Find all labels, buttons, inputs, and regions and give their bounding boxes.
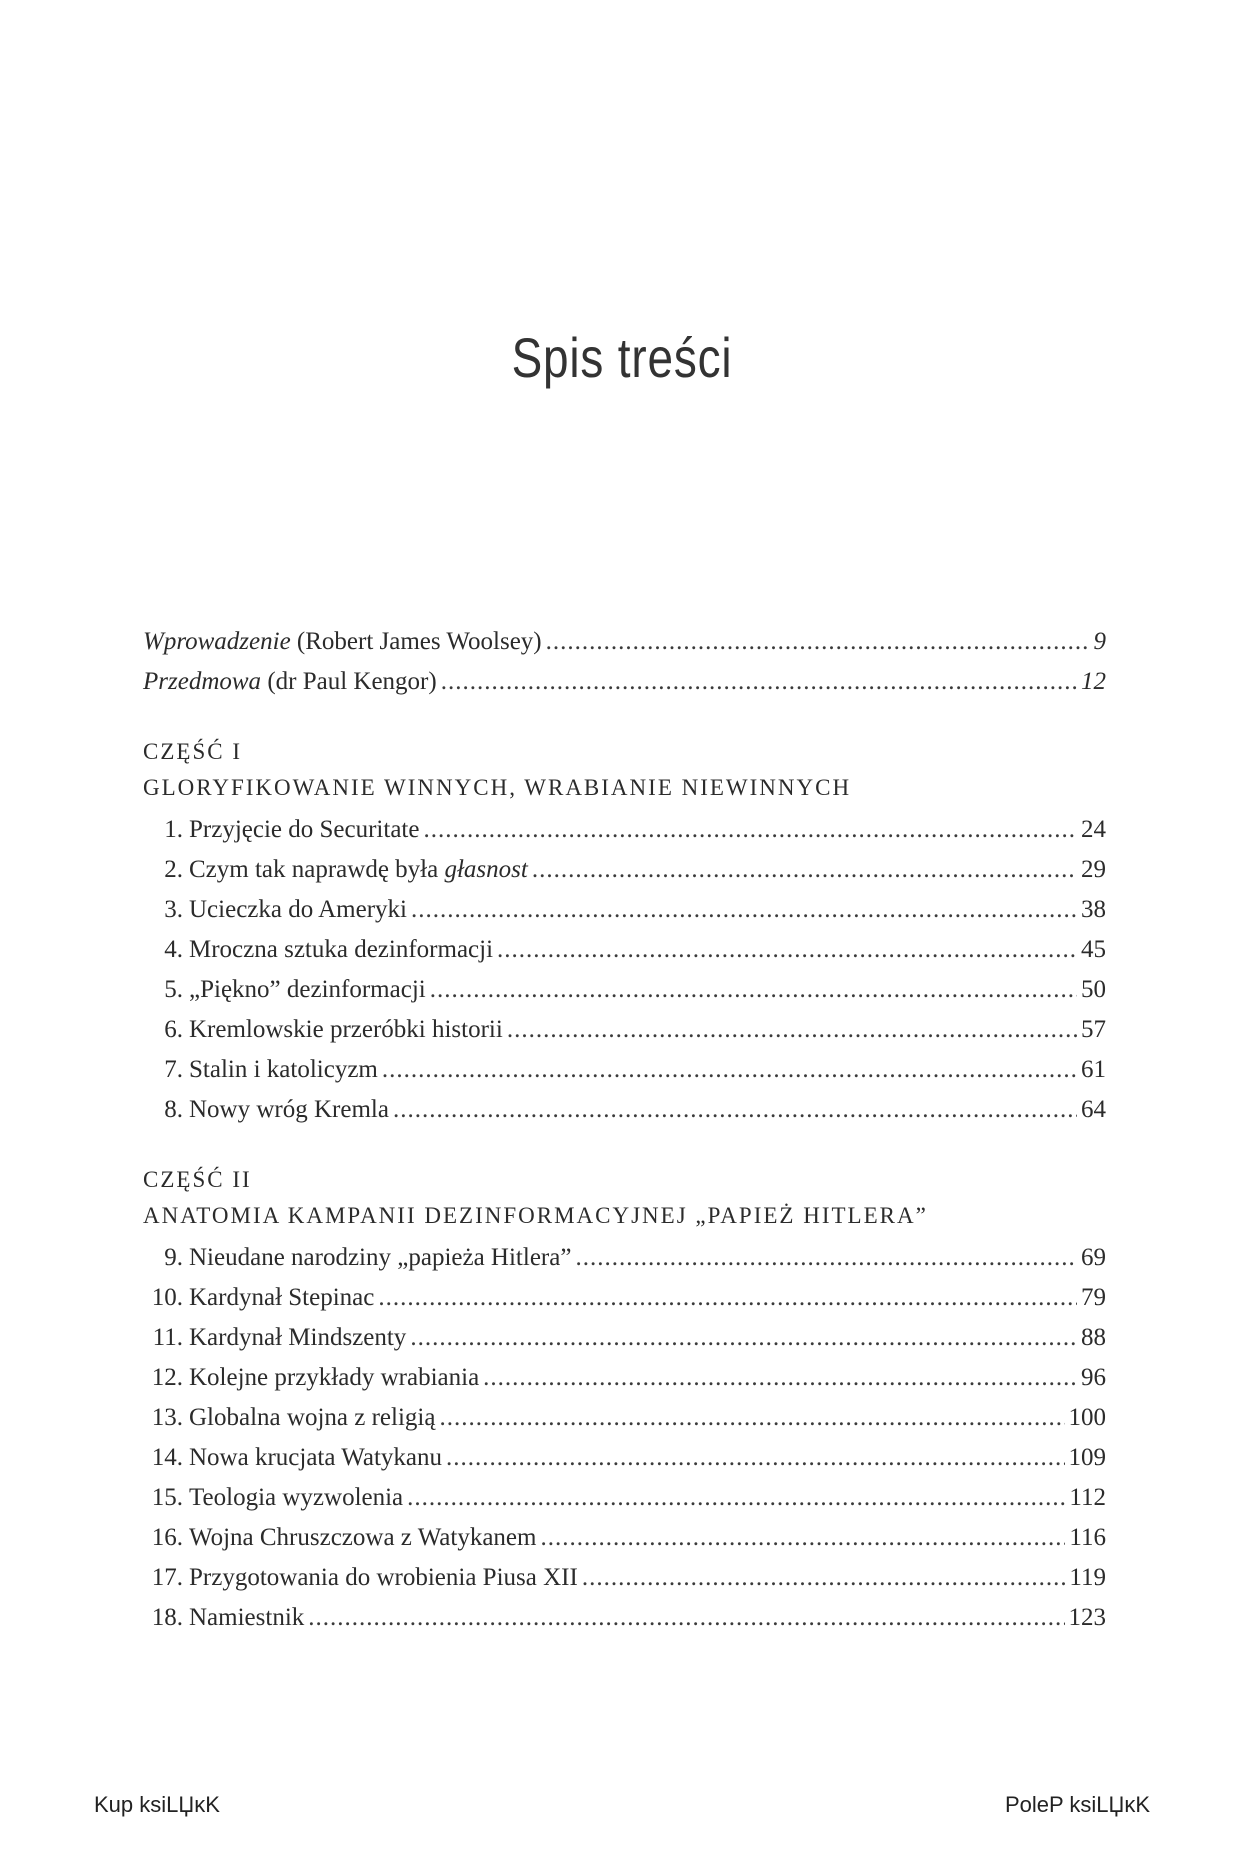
chapter-title [189,930,493,970]
dot-leader [407,1478,1065,1518]
toc-entry-chapter[interactable] [143,850,1106,890]
chapter-number: 15. [151,1484,183,1511]
chapter-title [189,1598,304,1638]
chapter-title [189,1518,536,1558]
chapter-page: 50 [1081,976,1106,1003]
toc-entry-preface[interactable] [143,662,1106,702]
toc-entry-chapter[interactable] [143,1010,1106,1050]
toc-entry-chapter[interactable] [143,1050,1106,1090]
toc-entry-chapter[interactable] [143,1238,1106,1278]
toc-entry-chapter[interactable] [143,1358,1106,1398]
toc-entry-chapter[interactable] [143,810,1106,850]
chapter-title-text: „Piękno” dezinformacji [189,976,426,1003]
dot-leader [393,1090,1077,1130]
entry-page: 9 [1093,628,1106,655]
dot-leader [308,1598,1064,1638]
chapter-title-text: Kardynał Stepinac [189,1284,375,1311]
chapter-title-text: Kardynał Mindszenty [189,1324,407,1351]
part-label: CZĘŚĆ I [143,739,242,764]
toc-entry-chapter[interactable] [143,1278,1106,1318]
part-title: ANATOMIA KAMPANII DEZINFORMACYJNEJ „PAPIEŻ HITLERA” [143,1203,928,1228]
chapter-title [189,1398,435,1438]
chapter-title-text: Globalna wojna z religią [189,1404,436,1431]
dot-leader [575,1238,1077,1278]
chapter-number: 3. [164,896,183,923]
chapter-title [189,810,419,850]
dot-leader [483,1358,1077,1398]
chapter-number: 13. [151,1404,183,1431]
chapter-title [189,1090,389,1130]
chapter-number: 17. [151,1564,183,1591]
chapter-title-text: Przyjęcie do Securitate [189,816,420,843]
toc-entry-chapter[interactable] [143,1478,1106,1518]
toc-entry-chapter[interactable] [143,1598,1106,1638]
chapter-number: 7. [164,1056,183,1083]
chapter-page: 64 [1081,1096,1106,1123]
chapter-number: 16. [151,1524,183,1551]
toc-entry-chapter[interactable] [143,1518,1106,1558]
chapter-number: 8. [164,1096,183,1123]
chapter-title-text: Mroczna sztuka dezinformacji [189,936,494,963]
page-title: Spis treści [511,326,733,389]
toc-entry-chapter[interactable] [143,1438,1106,1478]
chapter-title [189,1010,503,1050]
dot-leader [532,850,1077,890]
chapter-page: 88 [1081,1324,1106,1351]
chapter-page: 79 [1081,1284,1106,1311]
chapter-number: 10. [151,1284,183,1311]
toc-entry-chapter[interactable] [143,890,1106,930]
chapter-number: 9. [164,1244,183,1271]
chapter-title-text: Namiestnik [189,1604,305,1631]
chapter-number: 6. [164,1016,183,1043]
dot-leader [546,622,1090,662]
chapter-title [189,1558,578,1598]
intro-entries [143,622,1106,702]
toc-entry-chapter[interactable] [143,1558,1106,1598]
chapter-page: 123 [1068,1604,1106,1631]
chapter-title-text: Kremlowskie przeróbki historii [189,1016,503,1043]
chapter-title [189,1358,479,1398]
toc-entry-chapter[interactable] [143,1398,1106,1438]
buy-book-link[interactable]: Kup ksiLЏĸK [94,1792,220,1817]
parts-container [143,734,1106,1638]
dot-leader [507,1010,1077,1050]
part-title: GLORYFIKOWANIE WINNYCH, WRABIANIE NIEWINNYCH [143,775,852,800]
chapter-title-text: Kolejne przykłady wrabiania [189,1364,480,1391]
dot-leader [423,810,1077,850]
dot-leader [411,890,1077,930]
entry-label-rest: (Robert James Woolsey) [290,628,542,655]
dot-leader [441,662,1077,702]
chapter-title [189,1238,571,1278]
entry-page: 12 [1081,668,1106,695]
chapter-title-text: Nowy wróg Kremla [189,1096,389,1123]
chapter-page: 100 [1068,1404,1106,1431]
recommend-book-link[interactable]: PoleP ksiLЏĸK [1004,1792,1150,1817]
chapter-page: 112 [1069,1484,1106,1511]
chapter-title [189,1278,374,1318]
entry-label [143,622,542,662]
chapter-title-italic: głasnost [444,856,528,883]
toc-entry-chapter[interactable] [143,970,1106,1010]
chapter-title [189,1318,406,1358]
dot-leader [410,1318,1077,1358]
chapter-page: 119 [1069,1564,1106,1591]
chapter-number: 14. [151,1444,183,1471]
chapter-title [189,890,407,930]
chapter-page: 38 [1081,896,1106,923]
chapter-title-text: Wojna Chruszczowa z Watykanem [189,1524,537,1551]
chapter-title-text: Przygotowania do wrobienia Piusa XII [189,1564,578,1591]
chapter-title-text: Ucieczka do Ameryki [189,896,407,923]
chapter-title-text: Nieudane narodziny „papieża Hitlera” [189,1244,572,1271]
part-heading [143,1162,1106,1234]
chapter-page: 29 [1081,856,1106,883]
entry-label-italic: Przedmowa [143,668,262,695]
chapter-title-text: Stalin i katolicyzm [189,1056,378,1083]
chapter-title [189,970,426,1010]
chapter-page: 24 [1081,816,1106,843]
chapter-number: 1. [164,816,183,843]
dot-leader [439,1398,1064,1438]
part-heading [143,734,1106,806]
chapter-number: 12. [151,1364,183,1391]
entry-label-italic: Wprowadzenie [143,628,291,655]
dot-leader [582,1558,1066,1598]
toc-entry-intro[interactable] [143,622,1106,662]
chapter-page: 69 [1081,1244,1106,1271]
toc-entry-chapter[interactable] [143,1090,1106,1130]
dot-leader [378,1278,1077,1318]
chapter-page: 57 [1081,1016,1106,1043]
chapter-page: 45 [1081,936,1106,963]
chapter-number: 11. [152,1324,183,1351]
chapter-title [189,1478,403,1518]
part-label: CZĘŚĆ II [143,1167,252,1192]
chapter-page: 109 [1068,1444,1106,1471]
chapter-title-text: Nowa krucjata Watykanu [189,1444,442,1471]
chapter-list [143,810,1106,1130]
dot-leader [382,1050,1077,1090]
entry-label-rest: (dr Paul Kengor) [261,668,437,695]
chapter-title [189,850,528,890]
chapter-number: 4. [164,936,183,963]
chapter-number: 18. [151,1604,183,1631]
toc-entry-chapter[interactable] [143,930,1106,970]
chapter-page: 61 [1081,1056,1106,1083]
chapter-page: 116 [1069,1524,1106,1551]
chapter-number: 2. [164,856,183,883]
dot-leader [497,930,1077,970]
dot-leader [430,970,1077,1010]
chapter-title [189,1438,442,1478]
chapter-title-text: Czym tak naprawdę była [189,856,445,883]
table-of-contents [143,622,1106,1638]
chapter-page: 96 [1081,1364,1106,1391]
chapter-title [189,1050,378,1090]
dot-leader [540,1518,1065,1558]
chapter-title-text: Teologia wyzwolenia [189,1484,404,1511]
dot-leader [446,1438,1065,1478]
toc-entry-chapter[interactable] [143,1318,1106,1358]
entry-label [143,662,437,702]
chapter-list [143,1238,1106,1638]
chapter-number: 5. [164,976,183,1003]
